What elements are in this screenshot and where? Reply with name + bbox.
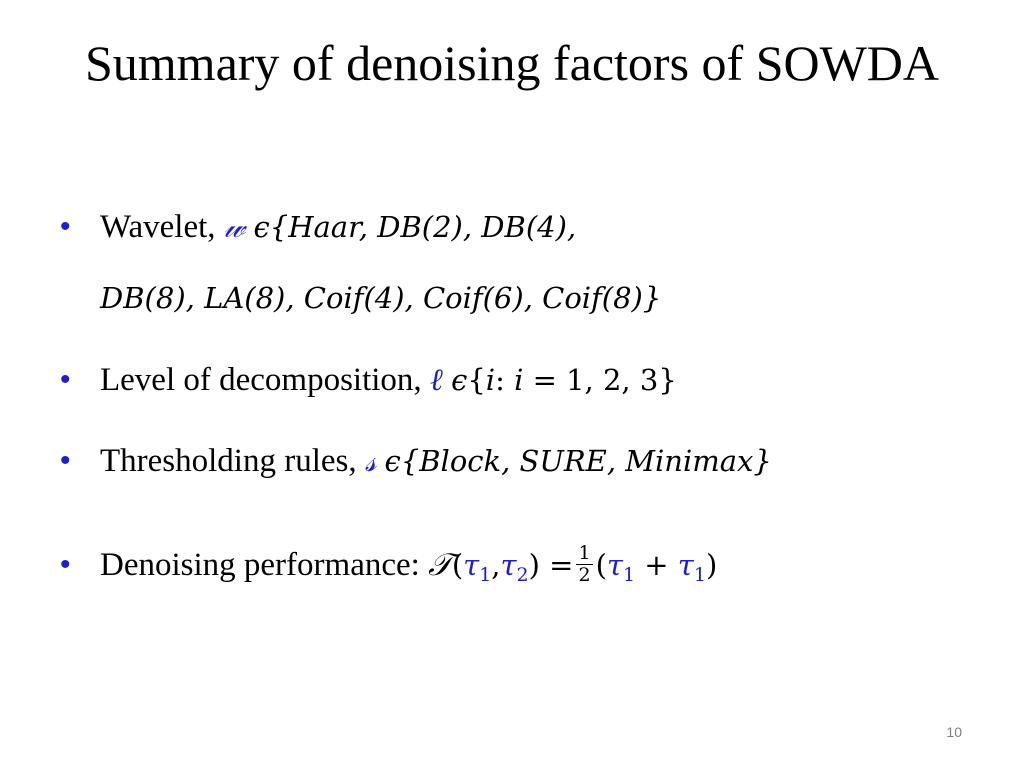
level-symbol: ℓ [429, 362, 443, 398]
plus-sign: + [635, 548, 678, 582]
set-var: i [485, 363, 496, 397]
tau-2 [500, 548, 529, 586]
tau-subscript: 1 [622, 564, 636, 586]
tau-symbol: τ [677, 548, 694, 582]
element-of-symbol: ϵ [451, 363, 468, 397]
bullet-marker: • [60, 548, 71, 581]
slide-title: Summary of denoising factors of SOWDA [84, 35, 940, 91]
bullet-content [100, 441, 772, 481]
fraction-numerator: 1 [578, 541, 591, 564]
comma: , [491, 548, 501, 582]
bullet-thresholding [60, 441, 1000, 485]
wavelet-set-line2: DB(8), LA(8), Coif(4), Coif(6), Coif(8)} [100, 281, 662, 315]
element-of-symbol: ϵ [384, 444, 401, 478]
bullet-content [100, 360, 677, 400]
bullet-label: Level of decomposition, [100, 362, 422, 398]
element-of-symbol: ϵ [253, 210, 270, 244]
bullet-performance [60, 541, 1000, 605]
tau-4 [677, 548, 706, 586]
performance-function: 𝒯 [428, 547, 452, 583]
open-paren: ( [451, 548, 464, 582]
tau-symbol: τ [463, 548, 480, 582]
bullet-wavelet [60, 207, 1000, 317]
close-paren-equals: ) = [528, 548, 574, 582]
tau-symbol: τ [500, 548, 517, 582]
fraction-denominator: 2 [578, 563, 591, 586]
fraction-one-half [576, 543, 592, 586]
bullet-marker: • [60, 444, 71, 477]
open-paren: ( [595, 548, 607, 582]
wavelet-set-line1: {Haar, DB(2), DB(4), [269, 210, 577, 244]
set-colon: : [495, 363, 515, 397]
tau-subscript: 1 [693, 564, 706, 586]
bullet-label: Thresholding rules, [100, 443, 357, 479]
close-paren: ) [705, 548, 718, 582]
threshold-set: {Block, SURE, Minimax} [400, 444, 772, 478]
tau-subscript: 2 [516, 564, 529, 586]
bullet-level [60, 360, 1000, 404]
tau-symbol: τ [606, 548, 623, 582]
bullet-marker: • [60, 210, 71, 243]
set-var2: i [514, 363, 524, 397]
tau-1 [463, 548, 492, 586]
wavelet-symbol: 𝓌 [223, 209, 246, 245]
bullet-label: Wavelet, [100, 209, 216, 245]
bullet-content [100, 207, 576, 247]
set-open: { [467, 363, 486, 397]
bullet-content [100, 541, 718, 595]
page-number: 10 [946, 724, 962, 740]
bullet-label: Denoising performance: [100, 547, 420, 583]
set-values: = 1, 2, 3} [523, 363, 677, 397]
threshold-symbol: 𝓈 [364, 443, 377, 479]
tau-3 [606, 548, 636, 586]
bullet-marker: • [60, 363, 71, 396]
tau-subscript: 1 [479, 564, 492, 586]
